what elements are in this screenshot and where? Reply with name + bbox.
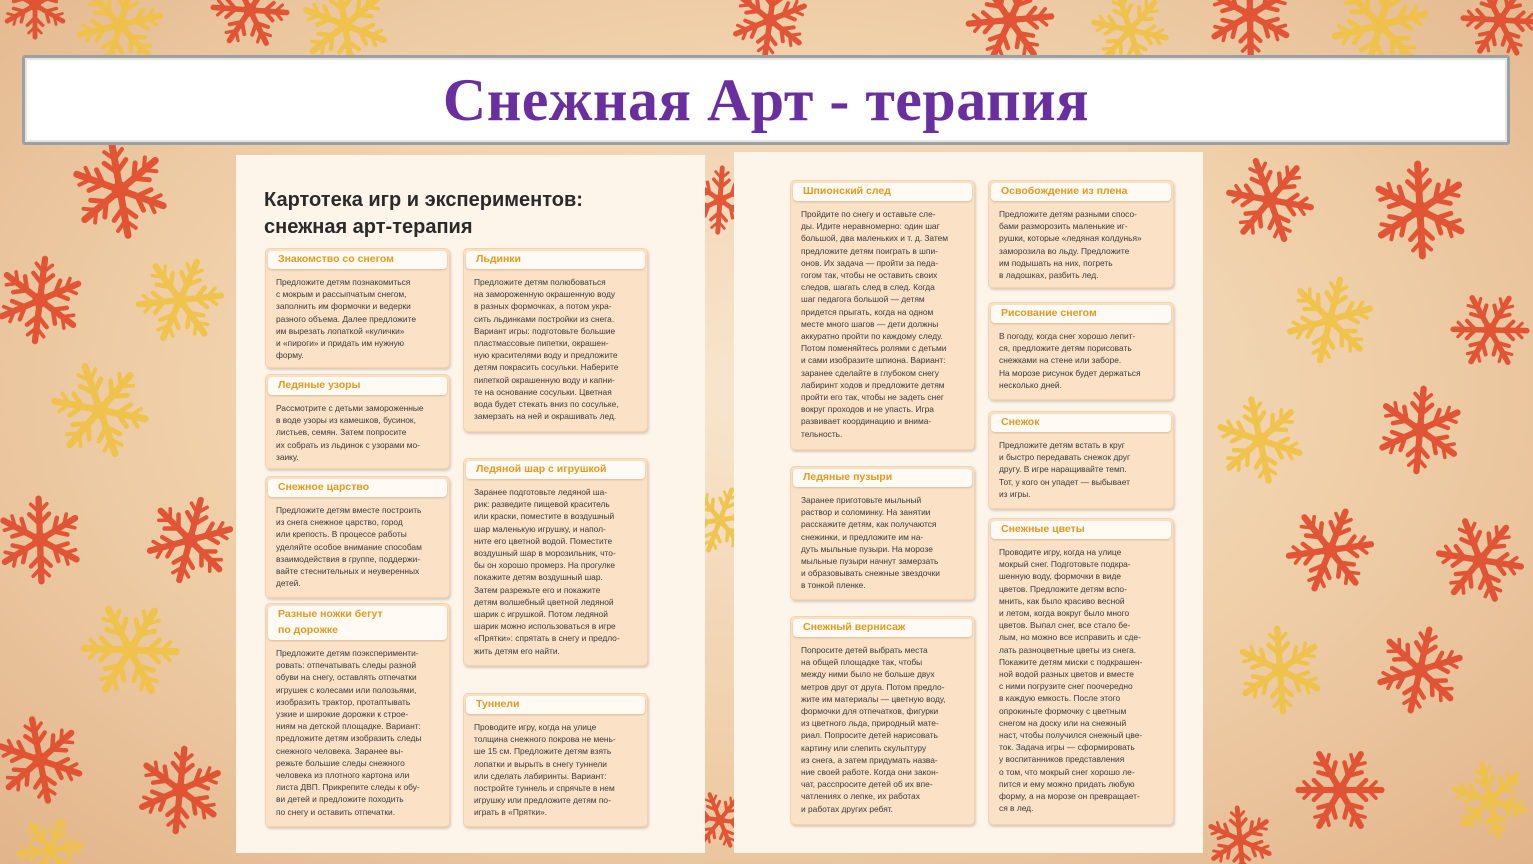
card-ledyanoy-shar [463, 458, 648, 666]
card-tunneli [463, 693, 648, 827]
card-title: Рисование снегом [1001, 307, 1097, 319]
snowflake-icon [135, 745, 225, 836]
card-text: Пройдите по снегу и оставьте сле- ды. Идите неравномерно: один шаг большой, два маленьких и т. д. Затем предложите детям поиграть в шпи- онов. Их задача — пройти за педа- гогом так, чтобы не оставить своих следов, шагать след в след. Когда шаг педагога большой — детям придется прыгать, когда на одном месте много шагов — дети должны аккуратно пройти по каждому следу. Потом поменяйтесь ролями с детьми и сами изобразите шпиона. Вариант: заранее сделайте в глубоком снегу лабиринт ходов и предложите детям пройти его так, чтобы не задеть снег вокруг проходов и не упасть. Игра развивает координацию и внима- тельность. [801, 209, 949, 439]
snowflake-icon [729, 0, 811, 61]
heading-line-2: снежная арт-терапия [264, 216, 473, 238]
card-title: Ледяной шар с игрушкой [476, 463, 607, 475]
snowflake-icon [0, 483, 97, 596]
snowflake-icon [1280, 270, 1379, 370]
card-ldinki [463, 248, 648, 432]
card-title: Льдинки [476, 253, 521, 265]
card-title: Шпионский след [803, 185, 891, 197]
snowflake-icon [1371, 620, 1469, 719]
left-page [236, 155, 705, 853]
snowflake-icon [1202, 382, 1318, 498]
snowflake-icon [199, 0, 300, 61]
card-title: Туннели [476, 698, 520, 710]
slide-title: Снежная Арт - терапия [442, 66, 1090, 133]
card-risovanie-snegom [988, 302, 1174, 400]
snowflake-icon [0, 254, 86, 346]
snowflake-icon [1422, 502, 1533, 618]
heading-line-1: Картотека игр и экспериментов: [264, 189, 583, 211]
snowflake-icon [0, 702, 98, 818]
card-title: Ледяные пузыри [803, 471, 893, 483]
card-title: Снежный вернисаж [803, 621, 906, 633]
card-text: Предложите детям встать в круг и быстро передавать снежок друг другу. В игре наращивайте темп. Тот, у кого он упадет — выбывает из игры. [999, 440, 1131, 499]
card-snezhnyy-vernisazh [790, 616, 975, 825]
card-snezhnye-tsvety [988, 518, 1174, 825]
card-raznye-nozhki [265, 603, 450, 827]
card-text: Рассмотрите с детьми замороженные в воде узоры из камешков, бусинок, листьев, семян. Затем попросите их собрать из льдинок с узорами мо- заику. [276, 403, 424, 462]
card-text: Проводите игру, когда на улице толщина снежного покрова не мень- ше 15 см. Предложите детям взять лопатки и вырыть в снегу туннели или сделать лабиринты. Вариант: постройте туннель и спрячьте в нем игрушку или предложите детям по- играть в «Прятки». [474, 722, 616, 818]
snowflake-icon [36, 346, 165, 475]
card-title: Разные ножки бегут по дорожке [278, 608, 383, 636]
card-title: Снежные цветы [1001, 523, 1085, 535]
card-text: Заранее приготовьте мыльный раствор и соломинку. На занятии расскажите детям, как получаются снежинки, и предложите им на- дуть мыльные пузыри. На морозе мыльные пузыри начнут замерзать и образовывать снежные звездочки в тонкой пленке. [801, 495, 940, 591]
right-page [734, 152, 1203, 853]
snowflake-icon [8, 808, 92, 864]
card-text: Предложите детям поэксперименти- ровать: отпечатывать следы разной обуви на снегу, оставлять отпечатки игрушек с колесами или полозьями, изобразить трактор, протаптывать узкие и широкие дорожки к строе- ниям на детской площадке. Вариант: предложите детям изобразить следы снежного человека. Заранее вы- режьте большие следы снежного человека из плотного картона или листа ДВП. Прикрепите следы к обу- ви детей и предложите походить по снегу и оставить отпечатки. [276, 648, 422, 817]
snowflake-icon [67, 587, 193, 713]
card-title: Снежное царство [278, 481, 370, 493]
card-ledyanye-puzyri [790, 466, 975, 600]
card-znakomstvo [265, 248, 450, 368]
card-snezhok [988, 411, 1174, 509]
snowflake-icon [126, 246, 234, 355]
snowflake-icon [1223, 613, 1337, 727]
slide-title-bar [22, 55, 1510, 145]
snowflake-icon [140, 489, 240, 590]
card-text: Предложите детям разными спосо- бами разморозить маленькие иг- рушки, которые «ледяная колдунья» заморозила во льду. Предложите им подышать на них, погреть в ладошках, разбить лед. [999, 209, 1142, 281]
card-title: Снежок [1001, 416, 1040, 428]
snowflake-icon [1284, 734, 1396, 847]
snowflake-icon [1212, 142, 1328, 258]
card-title: Ледяные узоры [278, 379, 361, 391]
card-shpionskiy-sled [790, 180, 975, 450]
snowflake-icon [1438, 748, 1533, 851]
card-osvobozhdenie [988, 180, 1174, 288]
snowflake-icon [3, 0, 66, 37]
card-text: Предложите детям полюбоваться на замороженную окрашенную воду в разных формочках, а потом укра- сить льдинками постройки из снега. Вариант игры: подготовьте большие пластмассовые пипетки, окрашен- ную красителями воду и предложите детям покрасить сосульки. Наберите пипеткой окрашенную воду и капни- те на основание сосульки. Цветная вода будет стекать вниз по сосульке, замерзать на ней и окрашивать лед. [474, 277, 619, 422]
card-text: Заранее подготовьте ледяной ша- рик: разведите пищевой краситель или краски, поместите в воздушный шар маленькую игрушку, и напол- ните его цветной водой. Поместите воздушный шар в морозильник, что- бы он хорошо промерз. На прогулке покажите детям воздушный шар. Затем разрежьте его и покажите детям волшебный цветной ледяной шарик с игрушкой. Потом ледяной шарик можно использоваться в игре «Прятки»: спрятать в снегу и предло- жить детям его найти. [474, 487, 620, 656]
left-page-heading [264, 187, 664, 241]
card-text: Проводите игру, когда на улице мокрый снег. Подготовьте подкра- шенную воду, формочки в виде цветов. Предложите детям вспо- мнить, как было красиво весной и летом, когда вокруг было много цветов. Выпал снег, все стало бе- лым, но можно все исправить и сде- лать разноцветные цветы из снега. Покажите детям миски с подкрашен- ной водой разных цветов и вместе с ними погрузите снег поочередно в каждую емкость. После этого опрокиньте формочку с цветным снегом на доску или на снежный наст, чтобы получился снежный цве- ток. Задача игры — сформировать у воспитанников представления о том, что мокрый снег хорошо ле- пится и ему можно придать любую форму, а на морозе он превращает- ся в лед. [999, 547, 1143, 814]
card-text: Предложите детям познакомиться с мокрым и рассыпчатым снегом, заполнить им формочки и ведерки разного объема. Далее предложите им вырезать лопаткой «кулички» и «пироги» и придать им нужную форму. [276, 277, 416, 361]
card-ledyanye-uzory [265, 374, 450, 469]
snowflake-icon [1440, 280, 1533, 380]
snowflake-icon [1357, 147, 1484, 273]
card-snezhnoe-tsarstvo [265, 476, 450, 598]
snowflake-icon [1277, 496, 1384, 603]
card-text: В погоду, когда снег хорошо лепит- ся, предложите детям порисовать снежками на стене или заборе. На морозе рисунок будет держаться несколько дней. [999, 331, 1141, 390]
card-title: Освобождение из плена [1001, 185, 1128, 197]
snowflake-icon [1195, 796, 1284, 864]
card-text: Предложите детям вместе построить из снега снежное царство, город или крепость. В процессе работы уделяйте особое внимание способам взаимодействия в группе, поддержи- вайте стеснительных и неуверенных детей. [276, 505, 422, 589]
snowflake-icon [1376, 385, 1465, 475]
card-title: Знакомство со снегом [278, 253, 394, 265]
card-text: Попросите детей выбрать места на общей площадке так, чтобы между ними было не больше двух метров друг от друга. Потом предло- жите им материалы — цветную воду, формочки для отпечатков, фигурки из цветного льда, природный мате- риал. Попросите детей нарисовать картину или слепить скульптуру из снега, а затем придумать назва- ние своей работе. Когда они закон- чат, расспросите детей об их впе- чатлениях о лепке, их работах и работах других ребят. [801, 645, 946, 814]
